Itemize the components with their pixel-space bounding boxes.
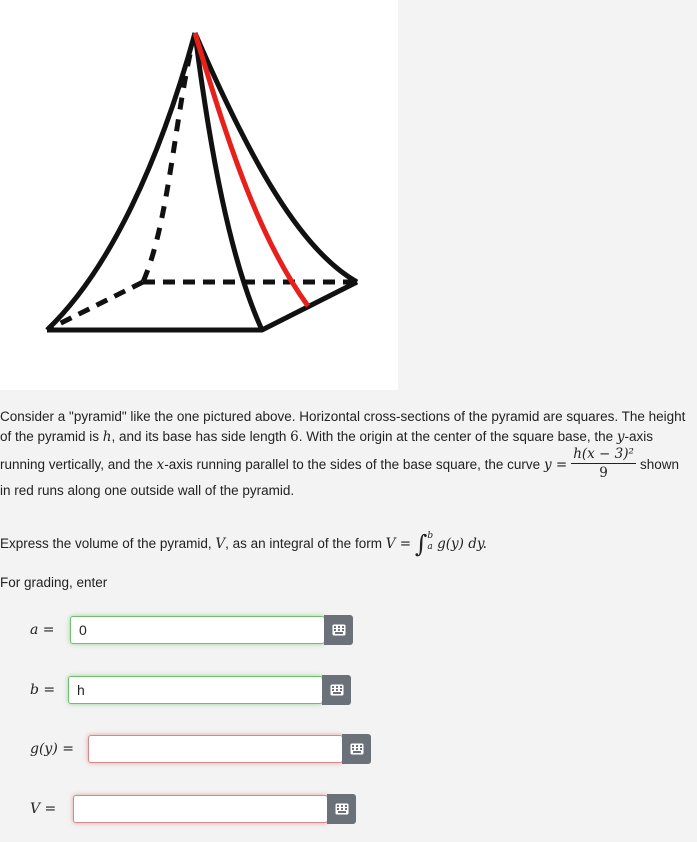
edge-front xyxy=(195,33,262,330)
keyboard-icon xyxy=(332,624,346,636)
pyramid-diagram xyxy=(0,0,398,390)
problem-text: running vertically, and the xyxy=(0,457,157,473)
keyboard-button-g[interactable] xyxy=(342,734,371,764)
problem-line-4 xyxy=(0,481,694,501)
label-a-text: a = xyxy=(30,622,55,638)
math-V: V xyxy=(215,536,226,552)
label-b-text: b = xyxy=(30,682,56,698)
keyboard-button-b[interactable] xyxy=(322,675,351,705)
label-g-text: g(y) = xyxy=(30,741,74,757)
upper-limit: b xyxy=(427,531,434,542)
problem-text: shown xyxy=(639,457,679,473)
keyboard-icon xyxy=(335,803,349,815)
problem-text: , and its base has side length xyxy=(111,429,291,444)
integrand: g(y) dy. xyxy=(437,536,487,552)
fraction-numerator: h(x − 3)² xyxy=(573,446,634,462)
label-a xyxy=(30,622,55,638)
math-x: x xyxy=(156,457,165,474)
problem-text: Consider a "pyramid" like the one pictured above. Horizontal cross-sections of the pyramid are squares. The height xyxy=(0,409,686,424)
problem-line-2 xyxy=(0,427,694,447)
label-b xyxy=(30,682,55,698)
integral-limits xyxy=(427,531,433,553)
keyboard-button-a[interactable] xyxy=(324,615,353,645)
math-y-equals: y = xyxy=(543,457,568,474)
keyboard-icon xyxy=(330,684,344,696)
label-V xyxy=(30,801,56,817)
math-y: y xyxy=(616,429,625,445)
problem-text: of the pyramid is xyxy=(0,429,103,444)
problem-text: . With the origin at the center of the square base, the xyxy=(298,429,617,444)
answer-field-a[interactable] xyxy=(70,616,325,644)
hidden-edge-left xyxy=(47,282,143,330)
grading-label: For grading, enter xyxy=(0,575,108,590)
answer-field-b[interactable] xyxy=(68,676,323,704)
express-instruction xyxy=(0,526,487,558)
math-h: h xyxy=(102,429,112,445)
problem-line-1 xyxy=(0,407,694,427)
base-edge-front xyxy=(47,282,357,330)
problem-text: -axis xyxy=(624,429,654,444)
answer-field-g[interactable] xyxy=(88,735,343,763)
edge-right xyxy=(195,33,357,282)
express-text: , as an integral of the form xyxy=(225,536,386,551)
integral-symbol: ∫ xyxy=(414,530,428,558)
lower-limit: a xyxy=(427,542,433,553)
fraction-denominator: 9 xyxy=(599,465,608,481)
edge-left xyxy=(47,33,195,330)
label-g xyxy=(30,741,74,757)
problem-text: -axis running parallel to the sides of the base square, the curve xyxy=(164,457,544,473)
curve-fraction xyxy=(571,446,636,481)
math-six: 6 xyxy=(290,429,299,445)
math-V-equals: V = xyxy=(385,536,412,552)
pyramid-figure xyxy=(0,0,398,390)
problem-line-3 xyxy=(0,448,694,483)
problem-text: in red runs along one outside wall of the pyramid. xyxy=(0,483,295,498)
problem-statement xyxy=(0,407,694,501)
keyboard-icon xyxy=(350,743,364,755)
keyboard-button-V[interactable] xyxy=(327,794,356,824)
express-text: Express the volume of the pyramid, xyxy=(0,536,216,551)
label-V-text: V = xyxy=(30,801,57,817)
answer-field-V[interactable] xyxy=(73,795,328,823)
